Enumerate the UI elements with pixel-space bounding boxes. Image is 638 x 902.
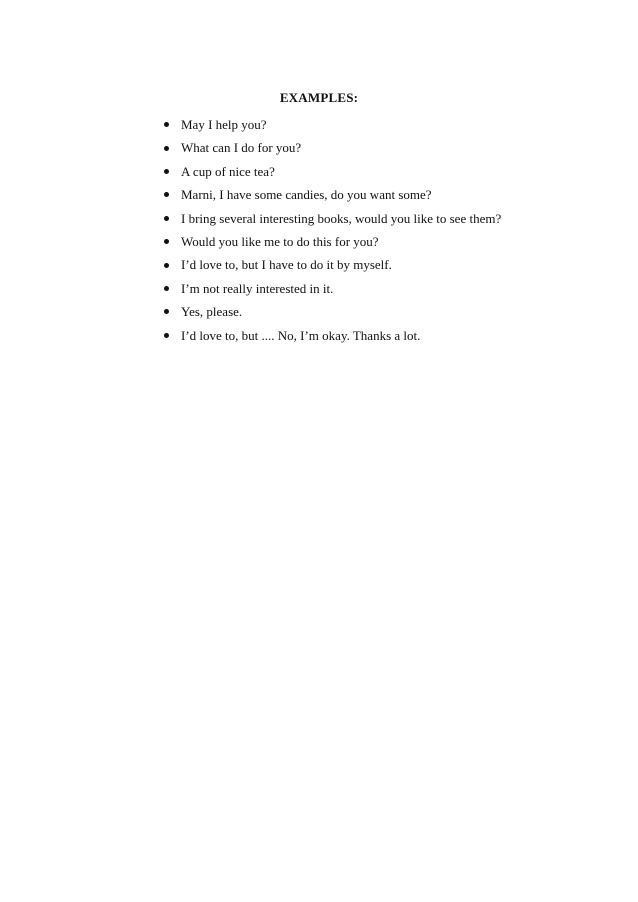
list-item-text: May I help you? — [181, 117, 267, 132]
bullet-icon — [164, 146, 169, 151]
bullet-icon — [164, 333, 169, 338]
list-item-text: Yes, please. — [181, 304, 243, 320]
list-item — [164, 113, 501, 136]
bullet-icon — [164, 192, 169, 197]
bullet-icon — [164, 169, 169, 174]
list-item-text: Marni, I have some candies, do you want some? — [181, 187, 432, 203]
examples-list — [164, 113, 501, 347]
list-item — [164, 160, 501, 183]
list-item-text: What can I do for you? — [181, 140, 302, 156]
bullet-icon — [164, 263, 169, 268]
list-item — [164, 230, 501, 253]
bullet-icon — [164, 122, 169, 127]
list-item — [164, 253, 501, 276]
list-item — [164, 277, 501, 300]
list-item-text: I’d love to, but .... No, I’m okay. Thanks a lot. — [181, 327, 421, 343]
list-item-text: I’m not really interested in it. — [181, 280, 334, 296]
bullet-icon — [164, 309, 169, 314]
list-item-text: A cup of nice tea? — [181, 163, 275, 179]
bullet-icon — [164, 239, 169, 244]
list-item-text: I bring several interesting books, would you like to see them? — [181, 210, 502, 226]
list-item-text: I’d love to, but I have to do it by myself. — [181, 257, 392, 273]
page-heading: EXAMPLES: — [279, 90, 359, 105]
list-item — [164, 324, 501, 347]
bullet-icon — [164, 286, 169, 291]
list-item — [164, 300, 501, 323]
list-item — [164, 207, 501, 230]
list-item — [164, 183, 501, 206]
list-item-text: Would you like me to do this for you? — [181, 233, 379, 249]
bullet-icon — [164, 216, 169, 221]
list-item — [164, 136, 501, 159]
